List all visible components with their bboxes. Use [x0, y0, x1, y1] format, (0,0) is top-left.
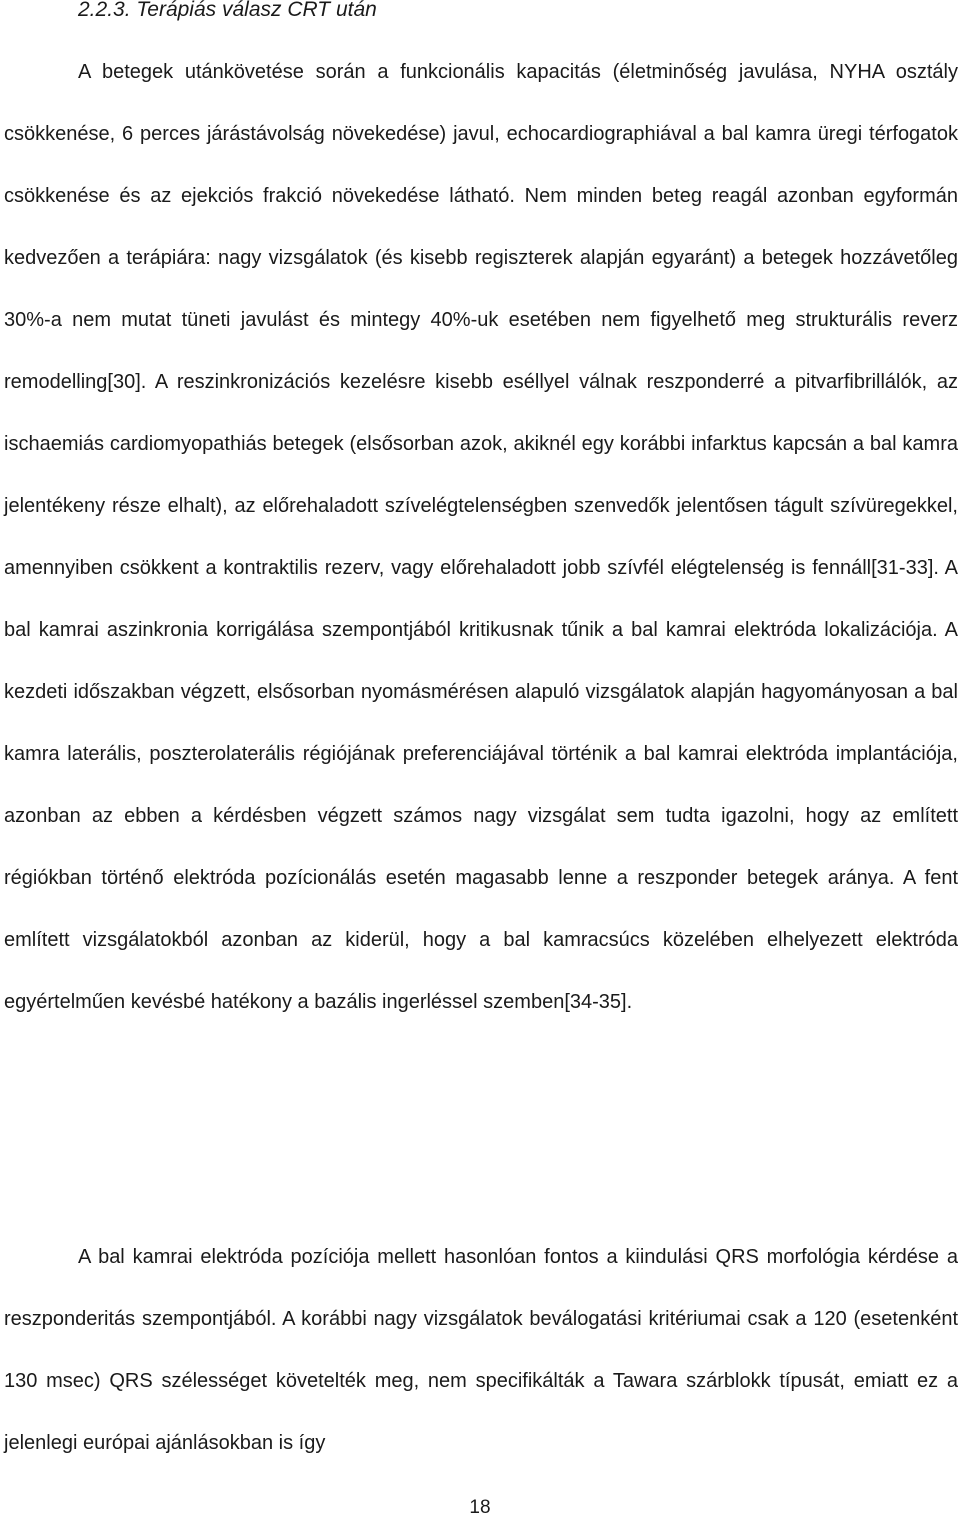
paragraph-qrs-morphology: A bal kamrai elektróda pozíciója mellett hasonlóan fontos a kiindulási QRS morfológia kérdése a reszponderitás szempontjából. A korábbi nagy vizsgálatok beválogatási kritériumai csak a 120 (esetenként 130 msec) QRS szélességet követelték meg, nem specifikálták a Tawara szárblokk típusát, emiatt ez a jelenlegi európai ajánlásokban is így — [4, 1246, 958, 1454]
page-number: 18 — [469, 1497, 491, 1518]
paragraph-therapeutic-response: A betegek utánkövetése során a funkcionális kapacitás (életminőség javulása, NYHA osztály csökkenése, 6 perces járástávolság növekedése) javul, echocardiographiával a bal kamra üregi térfogatok csökkenése és az ejekciós frakció növekedése látható. Nem minden beteg reagál azonban egyformán kedvezően a terápiára: nagy vizsgálatok (és kisebb regiszterek alapján egyaránt) a betegek hozzávetőleg 30%-a nem mutat tüneti javulást és mintegy 40%-uk esetében nem figyelhető meg strukturális reverz remodelling[30]. A reszinkronizációs kezelésre kisebb eséllyel válnak reszponderré a pitvarfibrillálók, az ischaemiás cardiomyopathiás betegek (elsősorban azok, akiknél egy korábbi infarktus kapcsán a bal kamra jelentékeny része elhalt), az előrehaladott szívelégtelenségben szenvedők jelentősen tágult szívüregekkel, amennyiben csökkent a kontraktilis rezerv, vagy előrehaladott jobb szívfél elégtelenség is fennáll[31-33]. A bal kamrai aszinkronia korrigálása szempontjából kritikusnak tűnik a bal kamrai elektróda lokalizációja. A kezdeti időszakban végzett, elsősorban nyomásmérésen alapuló vizsgálatok alapján hagyományosan a bal kamra laterális, poszterolaterális régiójának preferenciájával történik a bal kamrai elektróda implantációja, azonban az ebben a kérdésben végzett számos nagy vizsgálat sem tudta igazolni, hogy az említett régiókban történő elektróda pozícionálás esetén magasabb lenne a reszponder betegek aránya. A fent említett vizsgálatokból azonban az kiderül, hogy a bal kamracsúcs közelében elhelyezett elektróda egyértelműen kevésbé hatékony a bazális ingerléssel szemben[34-35]. — [4, 61, 958, 1013]
section-heading: 2.2.3. Terápiás válasz CRT után — [78, 0, 377, 21]
